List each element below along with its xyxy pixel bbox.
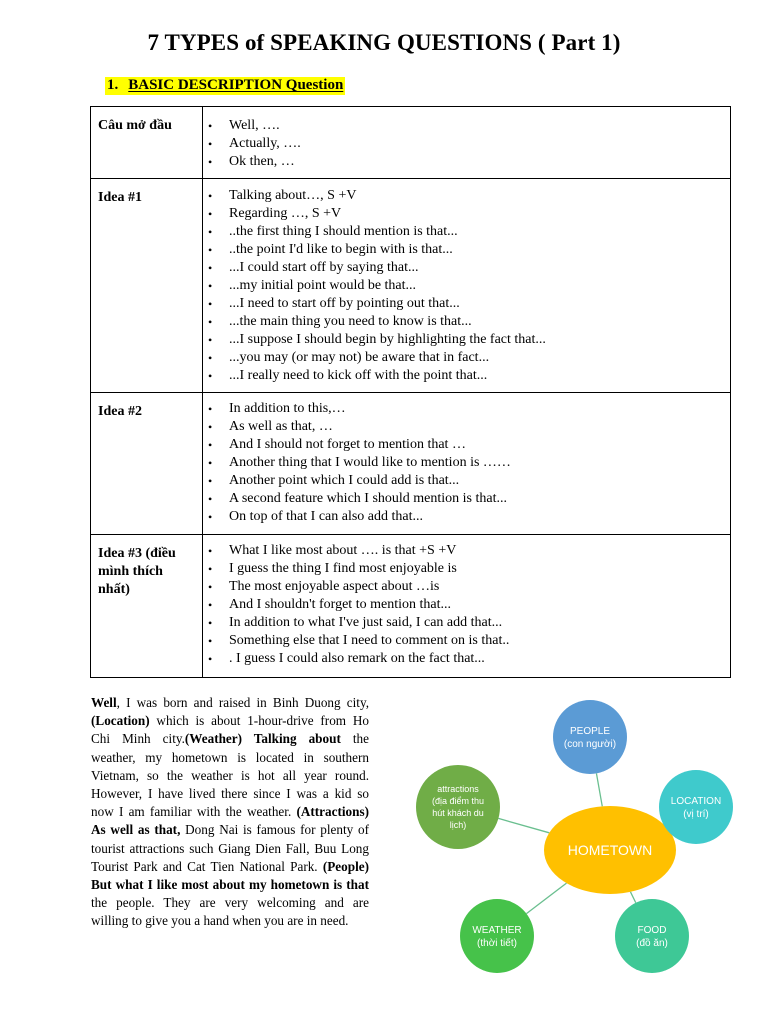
phrase-item: • As well as that, …	[203, 418, 730, 436]
phrase-item: • In addition to this,…	[203, 400, 730, 418]
table-row-idea-2	[91, 393, 731, 535]
location-node	[659, 770, 733, 844]
weather-node-label: WEATHER	[472, 925, 522, 936]
phrase-item: • Well, ….	[203, 117, 730, 135]
text-run: Dong Nai is famous for plenty of tourist attractions such Giang Dien Fall, Buu Long Tourist Park and Cat Tien National Park.	[91, 822, 369, 874]
text-run: the people. They are very welcoming and are willing to give you a hand when you are in need.	[91, 895, 369, 929]
attractions-node	[416, 765, 500, 849]
section-label: BASIC DESCRIPTION Question	[128, 77, 344, 93]
people-node-label: (con người)	[563, 739, 617, 750]
page-title: 7 TYPES of SPEAKING QUESTIONS ( Part 1)	[147, 30, 621, 55]
phrase-item: • ...I could start off by saying that...	[203, 259, 730, 277]
section-number: 1.	[107, 77, 119, 93]
phrase-item: • The most enjoyable aspect about …is	[203, 578, 730, 596]
center-node-label: HOMETOWN	[567, 842, 653, 858]
section-heading	[105, 77, 345, 95]
hometown-mind-map	[410, 690, 740, 990]
phrase-item: • ...I need to start off by pointing out that...	[203, 295, 730, 313]
phrase-item: • I guess the thing I find most enjoyable is	[203, 560, 730, 578]
phrase-item: • Another thing that I would like to mention is ……	[203, 454, 730, 472]
example-answer-paragraph	[91, 694, 369, 931]
food-node-label: (đồ ăn)	[636, 938, 668, 949]
phrase-item: • ...I really need to kick off with the point that...	[203, 367, 730, 385]
phrase-item: • . I guess I could also remark on the fact that...	[203, 650, 730, 668]
phrase-item: • What I like most about …. is that +S +V	[203, 542, 730, 560]
phrase-item: • On top of that I can also add that...	[203, 508, 730, 526]
bold-run: (Weather) Talking about	[184, 731, 341, 747]
food-node-label: FOOD	[637, 925, 667, 936]
food-node	[615, 899, 689, 973]
table-row-idea-1	[91, 179, 731, 393]
phrase-item: • Talking about…, S +V	[203, 187, 730, 205]
phrase-item: • ...the main thing you need to know is that...	[203, 313, 730, 331]
phrase-item: • ...I suppose I should begin by highlighting the fact that...	[203, 331, 730, 349]
row-items	[203, 107, 731, 179]
attractions-node-label: lịch)	[449, 820, 467, 831]
connector-line-weather	[526, 883, 566, 913]
row-items	[203, 179, 731, 393]
people-node-label: PEOPLE	[569, 726, 611, 737]
location-node-label: (vị trí)	[683, 809, 709, 820]
bold-run: (People) But what I like most about my hometown is that	[91, 858, 369, 893]
phrase-item: • In addition to what I've just said, I can add that...	[203, 614, 730, 632]
bold-run: Well	[91, 695, 117, 710]
phrase-item: • Another point which I could add is that...	[203, 472, 730, 490]
weather-node	[460, 899, 534, 973]
table-row-idea-3	[91, 535, 731, 678]
phrase-item: • And I should not forget to mention that …	[203, 436, 730, 454]
row-label: Idea #2	[91, 393, 203, 535]
row-items	[203, 535, 731, 678]
phrase-item: • Actually, ….	[203, 135, 730, 153]
weather-node-label: (thời tiết)	[477, 938, 517, 949]
connector-line-food	[630, 892, 635, 903]
location-node-label: LOCATION	[670, 796, 722, 807]
connector-line-people	[596, 773, 602, 806]
text-run: , I was born and raised in Binh Duong city,	[116, 695, 369, 710]
phrase-item: • Ok then, …	[203, 153, 730, 171]
bold-run: (Location)	[91, 713, 150, 729]
phrase-item: • ...you may (or may not) be aware that in fact...	[203, 349, 730, 367]
bold-run: (Attractions) As well as that,	[91, 804, 369, 838]
row-label: Idea #1	[91, 179, 203, 393]
attractions-node-label: hút khách du	[432, 808, 484, 819]
row-items	[203, 393, 731, 535]
phrase-item: • And I shouldn't forget to mention that...	[203, 596, 730, 614]
phrase-item: • ..the point I'd like to begin with is that...	[203, 241, 730, 259]
phrase-item: • Something else that I need to comment on is that..	[203, 632, 730, 650]
phrase-item: • A second feature which I should mention is that...	[203, 490, 730, 508]
phrase-item: • ..the first thing I should mention is that...	[203, 223, 730, 241]
row-label: Câu mở đầu	[91, 107, 203, 179]
connector-line-attractions	[498, 818, 549, 832]
attractions-node-label: (địa điểm thu	[431, 796, 485, 807]
people-node	[553, 700, 627, 774]
phrase-item: • ...my initial point would be that...	[203, 277, 730, 295]
attractions-node-label: attractions	[437, 784, 479, 795]
text-run: the weather, my hometown is located in southern Vietnam, so the weather is hot all year round. However, I have lived there since I was a kid so now I am familiar with the weather.	[91, 731, 369, 820]
text-run: which is about 1-hour-drive from Ho Chi Minh city.	[91, 713, 369, 747]
phrases-table	[90, 106, 731, 678]
phrase-item: • Regarding …, S +V	[203, 205, 730, 223]
table-row-opening	[91, 107, 731, 179]
row-label: Idea #3 (điều mình thích nhất)	[91, 535, 203, 678]
